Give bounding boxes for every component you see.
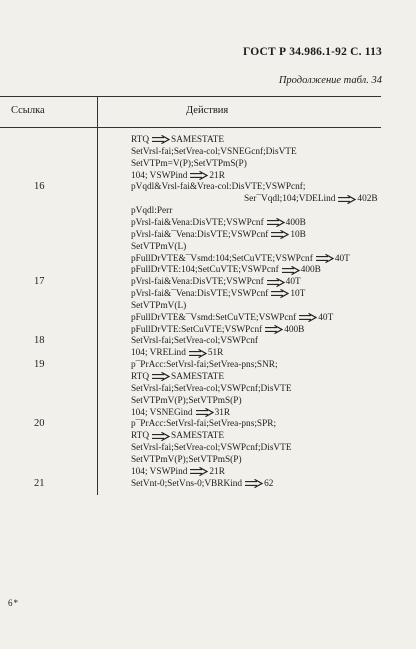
action-text: pVqdl:Perr [131,206,173,217]
action-line [131,241,186,253]
action-text: SetVTPmV(P);SetVTPmS(P) [131,454,242,465]
arrow-icon [189,349,207,358]
reference-number: 20 [34,418,45,430]
action-text: pVrsl-fai&Vena:DisVTE;VSWPcnf [131,217,264,228]
action-line [244,193,378,205]
reference-number: 18 [34,335,45,347]
action-line [131,442,292,454]
reference-number: 16 [34,181,45,193]
action-text: p¯PrAcc:SetVrsl-fai;SetVrea-pns;SPR; [131,419,277,430]
table-top-rule [0,96,381,97]
action-text: 400B [285,217,306,228]
arrow-icon [267,218,285,227]
action-text: SetVTPmV(P);SetVTPmS(P) [131,395,242,406]
action-line [131,335,258,347]
action-text: 40T [285,277,301,288]
action-line [131,418,276,430]
action-line [131,170,225,182]
action-line [131,288,305,300]
action-text: SetVTPm=V(P);SetVTPmS(P) [131,158,247,169]
action-line [131,229,306,241]
column-header-actions: Действия [186,105,229,116]
action-line [131,383,292,395]
action-line [131,300,186,312]
table-continuation-label: Продолжение табл. 34 [278,75,382,86]
column-divider [97,96,98,495]
arrow-icon [190,467,208,476]
action-line [131,253,350,265]
action-text: SAMESTATE [171,372,225,382]
action-text: pFullDrVTE:104;SetCuVTE;VSWPcnf [131,265,279,276]
action-text: 10T [290,289,306,300]
table-header-rule [0,127,381,128]
action-line [131,264,321,276]
action-text: pVqdl&Vrsl-fai&Vrea-col:DisVTE;VSWPcnf; [131,182,306,193]
column-header-ref: Ссылка [11,105,45,116]
action-text: 21R [209,170,225,181]
arrow-icon [152,372,170,381]
action-line [131,359,278,371]
action-text: RTQ [131,372,150,382]
action-text: p¯PrAcc:SetVrsl-fai;SetVrea-pns;SNR; [131,360,278,371]
action-line [131,371,224,383]
action-line [131,407,230,419]
arrow-icon [316,254,334,263]
action-text: pFullDrVTE&¯Vsmd:104;SetCuVTE;VSWPcnf [131,253,313,264]
action-text: 40T [318,312,334,323]
action-text: pFullDrVTE&¯Vsmd:SetCuVTE;VSWPcnf [131,312,297,323]
arrow-icon [245,479,263,488]
action-text: Ser¯Vqdl;104;VDELind [244,194,336,205]
arrow-icon [271,230,289,239]
action-line [131,466,225,478]
action-text: SetVrsl-fai;SetVrea-col;VSWPcnf;DisVTE [131,383,292,394]
arrow-icon [271,289,289,298]
reference-number: 19 [34,359,45,371]
action-text: pVrsl-fai&¯Vena:DisVTE;VSWPcnf [131,229,269,240]
action-text: 104; VRELind [131,348,186,359]
arrow-icon [190,171,208,180]
action-text: SetVrsl-fai;SetVrea-col;VSWPcnf [131,336,258,347]
action-line [131,205,172,217]
action-text: 10B [290,229,306,240]
arrow-icon [152,432,170,441]
action-text: SetVTPmV(L) [131,300,187,311]
arrow-icon [152,135,170,144]
arrow-icon [196,408,214,417]
reference-number: 21 [34,477,45,489]
action-text: pFullDrVTE:SetCuVTE;VSWPcnf [131,324,263,335]
action-text: 104; VSWPind [131,170,188,181]
action-line [131,158,247,170]
action-line [131,478,273,490]
reference-number: 17 [34,276,45,288]
arrow-icon [267,278,285,287]
action-text: 62 [264,478,274,489]
action-text: 402B [357,194,378,205]
action-line [131,276,301,288]
action-text: 21R [209,466,225,477]
action-text: SAMESTATE [171,431,225,442]
action-text: 400B [300,265,321,276]
action-text: 104; VSNEGind [131,407,193,418]
action-line [131,217,306,229]
action-text: SetVrsl-fai;SetVrea-col;VSNEGcnf;DisVTE [131,146,297,157]
page-mark: 6* [8,598,19,608]
action-text: 400B [284,324,305,335]
action-text: SetVrsl-fai;SetVrea-col;VSWPcnf;DisVTE [131,443,292,454]
arrow-icon [299,313,317,322]
action-line [131,146,297,158]
action-text: RTQ [131,135,150,145]
action-line [131,312,333,324]
action-text: pVrsl-fai&¯Vena:DisVTE;VSWPcnf [131,289,269,300]
action-line [131,324,304,336]
action-text: 31R [214,407,231,418]
arrow-icon [338,195,356,204]
action-text: 51R [207,348,224,359]
action-line [131,181,305,193]
action-line [131,430,224,442]
action-text: RTQ [131,431,150,442]
action-line [131,454,242,466]
action-text: pVrsl-fai&Vena:DisVTE;VSWPcnf [131,277,264,288]
action-text: SAMESTATE [171,135,225,145]
action-line [131,134,224,146]
action-text: SetVTPmV(L) [131,241,187,252]
page-header: ГОСТ Р 34.986.1-92 С. 113 [243,46,382,58]
arrow-icon [282,266,300,275]
action-text: 104; VSWPind [131,466,188,477]
arrow-icon [265,325,283,334]
action-text: SetVnt-0;SetVns-0;VBRKind [131,478,243,489]
action-line [131,347,223,359]
action-line [131,395,242,407]
action-text: 40T [334,253,350,264]
